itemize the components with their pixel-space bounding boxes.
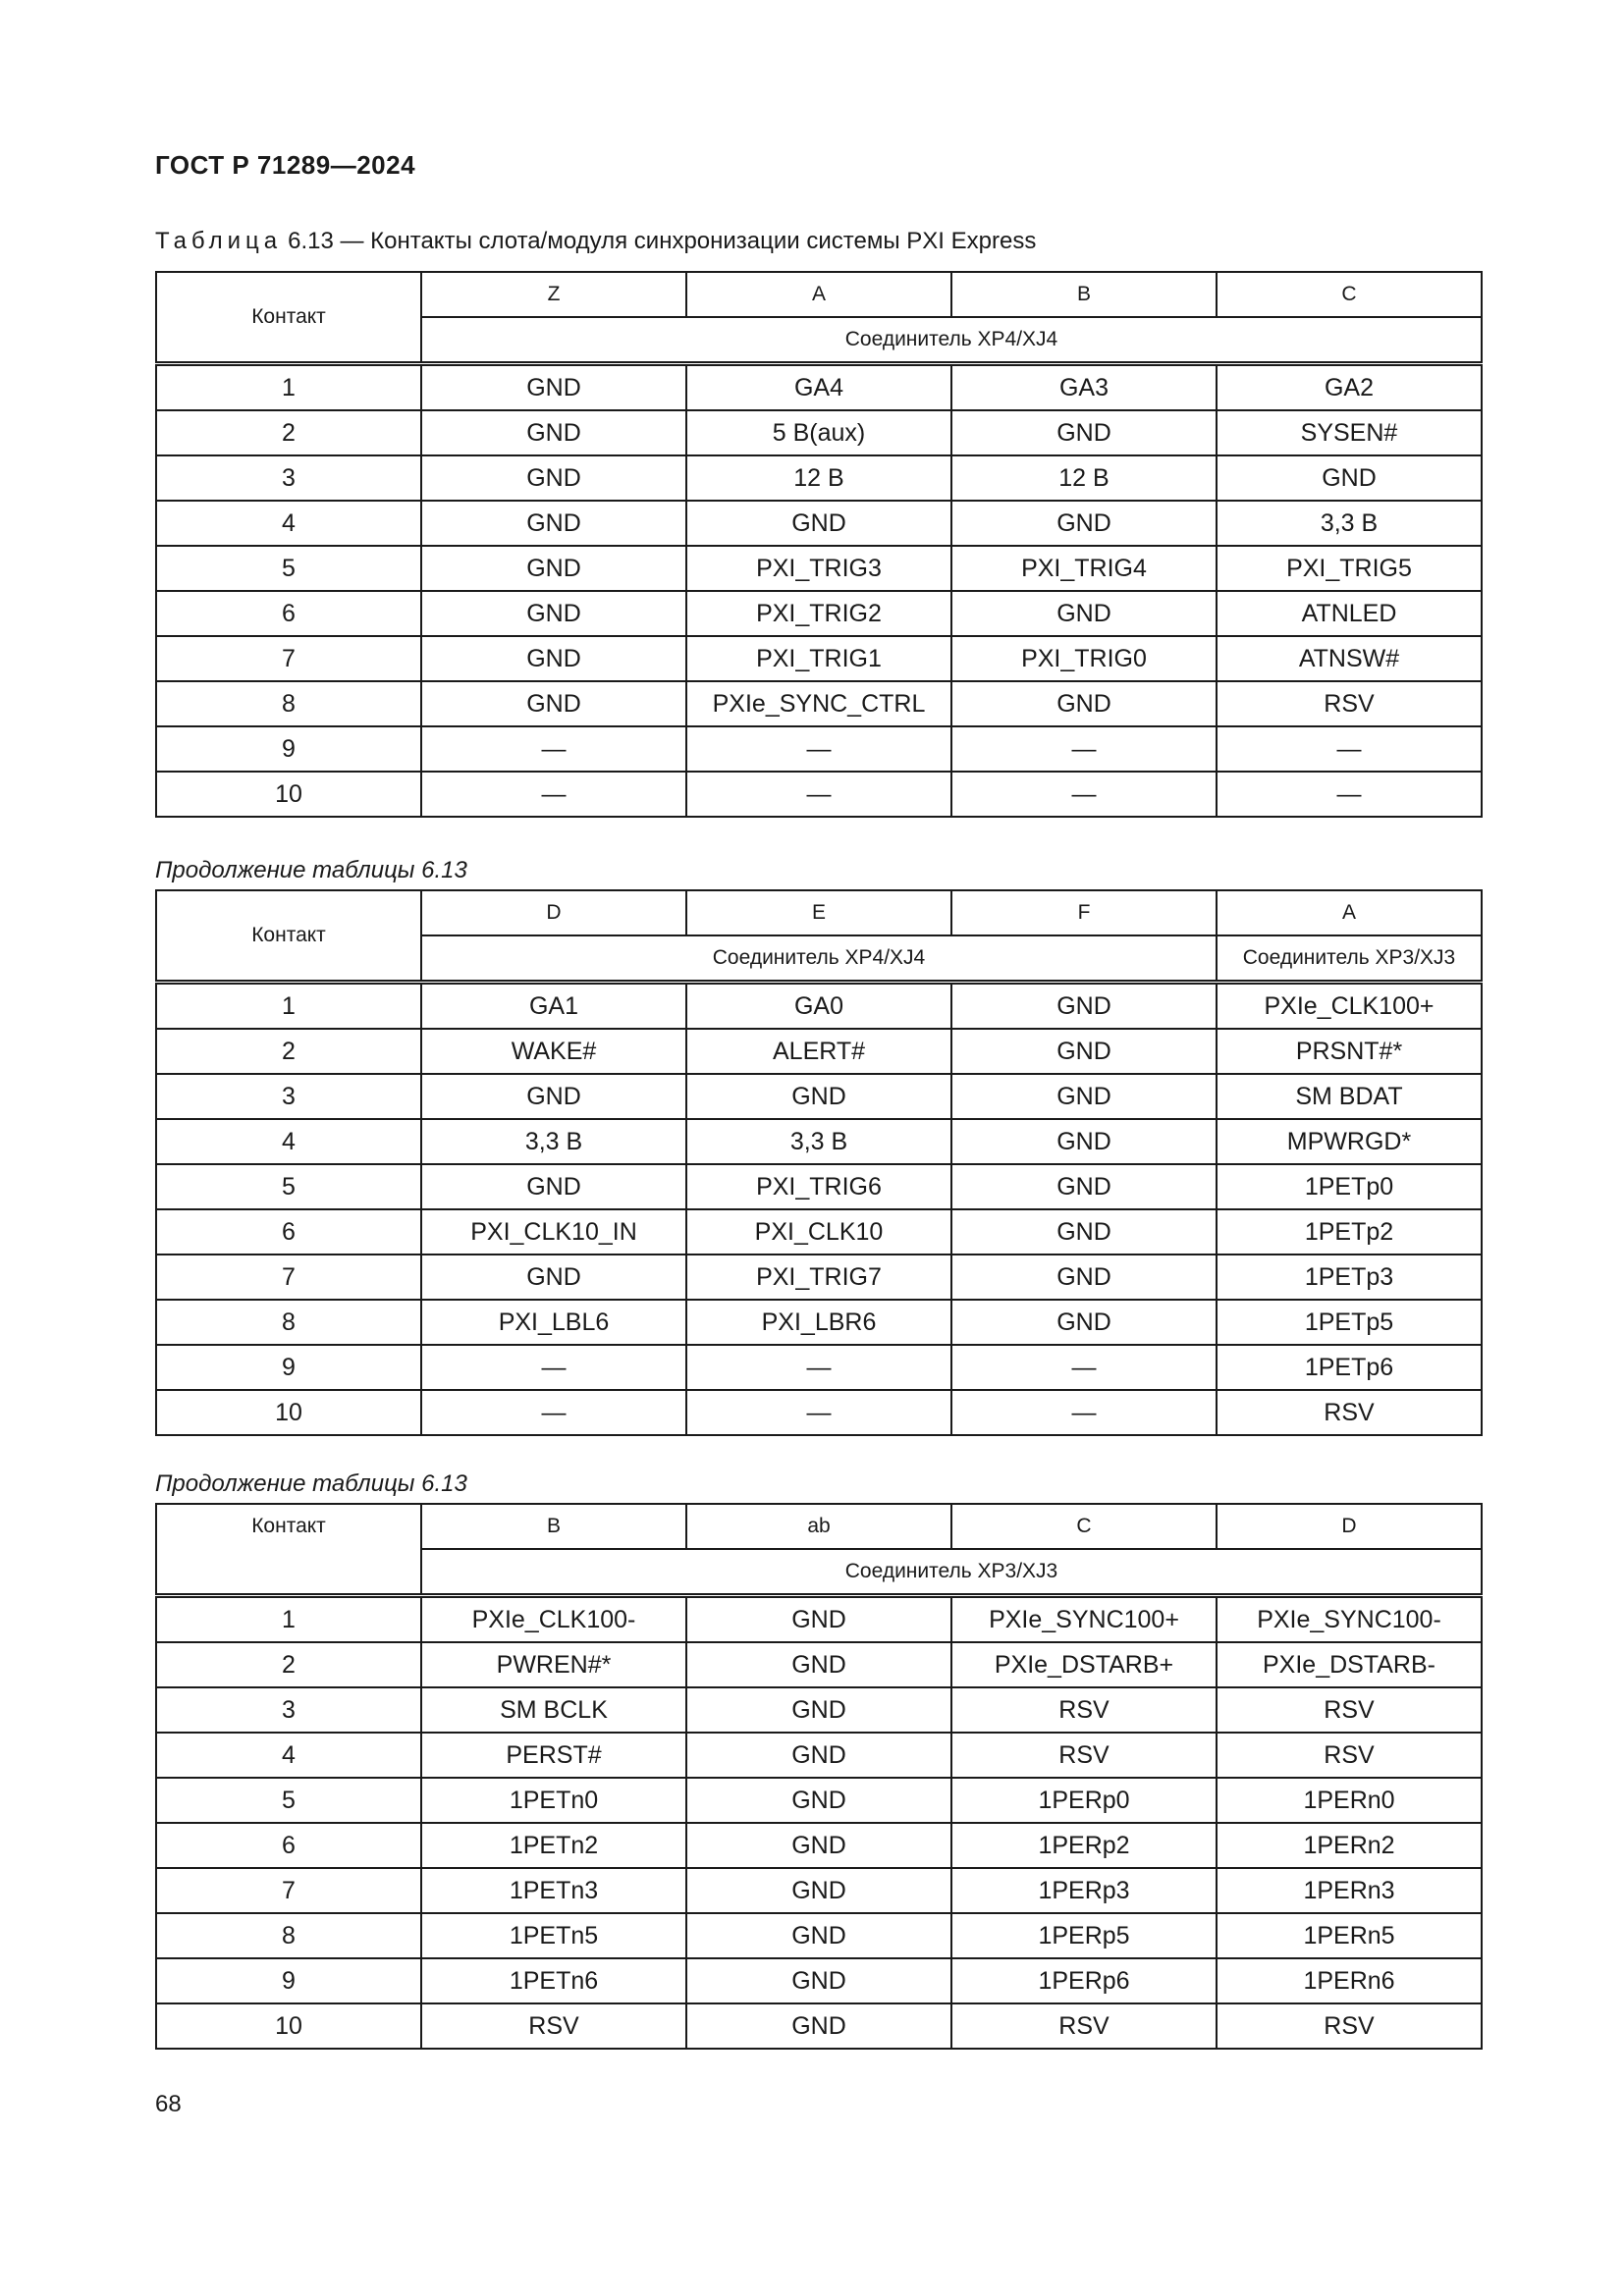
table-row (156, 1642, 1482, 1687)
signal-cell: PXI_TRIG2 (686, 591, 951, 636)
signal-cell: 1PERp2 (951, 1823, 1217, 1868)
continuation-caption-1: Продолжение таблицы 6.13 (155, 857, 467, 883)
header-row-columns (156, 272, 1482, 317)
signal-cell: RSV (951, 2003, 1217, 2049)
signal-cell: 1PERp6 (951, 1958, 1217, 2003)
signal-cell: RSV (1217, 1733, 1482, 1778)
table-row (156, 1255, 1482, 1300)
table-row (156, 591, 1482, 636)
contact-number-cell: 5 (156, 1778, 421, 1823)
table-row (156, 410, 1482, 455)
signal-cell: GND (951, 1209, 1217, 1255)
table-row (156, 1209, 1482, 1255)
contact-number-cell: 6 (156, 591, 421, 636)
signal-cell: GND (686, 1596, 951, 1643)
signal-cell: GND (421, 1164, 686, 1209)
signal-cell: PRSNT#* (1217, 1029, 1482, 1074)
signal-cell: ALERT# (686, 1029, 951, 1074)
contact-column-header: Контакт (156, 890, 421, 983)
signal-cell: — (1217, 726, 1482, 772)
signal-cell: — (951, 772, 1217, 817)
signal-cell: GND (421, 546, 686, 591)
signal-cell: PXI_TRIG0 (951, 636, 1217, 681)
signal-cell: WAKE# (421, 1029, 686, 1074)
column-header-1: B (421, 1504, 686, 1549)
contact-number-cell: 6 (156, 1823, 421, 1868)
signal-cell: 3,3 В (1217, 501, 1482, 546)
table-row (156, 636, 1482, 681)
signal-cell: GND (421, 455, 686, 501)
signal-cell: ATNLED (1217, 591, 1482, 636)
document-header: ГОСТ Р 71289—2024 (155, 150, 416, 180)
contact-number-cell: 3 (156, 1687, 421, 1733)
signal-cell: GA2 (1217, 364, 1482, 411)
signal-cell: GND (686, 1958, 951, 2003)
contact-number-cell: 9 (156, 1958, 421, 2003)
signal-cell: 3,3 В (421, 1119, 686, 1164)
table-row (156, 1390, 1482, 1435)
column-header-4: D (1217, 1504, 1482, 1549)
signal-cell: GND (951, 681, 1217, 726)
signal-cell: PXI_LBR6 (686, 1300, 951, 1345)
signal-cell: PXIe_CLK100- (421, 1596, 686, 1643)
signal-cell: 1PERn2 (1217, 1823, 1482, 1868)
signal-cell: PXI_TRIG3 (686, 546, 951, 591)
contact-number-cell: 8 (156, 1300, 421, 1345)
contact-number-cell: 8 (156, 1913, 421, 1958)
signal-cell: GND (951, 591, 1217, 636)
pin-table-3 (155, 1503, 1483, 2050)
signal-cell: GND (1217, 455, 1482, 501)
signal-cell: — (951, 1345, 1217, 1390)
table-row (156, 2003, 1482, 2049)
column-header-3: F (951, 890, 1217, 935)
table-row (156, 1823, 1482, 1868)
page-number: 68 (155, 2091, 182, 2117)
signal-cell: 1PETn2 (421, 1823, 686, 1868)
contact-number-cell: 10 (156, 1390, 421, 1435)
table-row (156, 364, 1482, 411)
signal-cell: RSV (1217, 1390, 1482, 1435)
connector-header: Соединитель XP4/XJ4 (421, 317, 1482, 364)
table-row (156, 1074, 1482, 1119)
signal-cell: GND (421, 1255, 686, 1300)
signal-cell: ATNSW# (1217, 636, 1482, 681)
signal-cell: GND (421, 636, 686, 681)
signal-cell: GA3 (951, 364, 1217, 411)
column-header-3: B (951, 272, 1217, 317)
signal-cell: 1PERn5 (1217, 1913, 1482, 1958)
pin-table-1 (155, 271, 1483, 818)
signal-cell: PXI_TRIG7 (686, 1255, 951, 1300)
contact-number-cell: 9 (156, 726, 421, 772)
table-caption-text: 6.13 — Контакты слота/модуля синхронизации системы PXI Express (288, 228, 1037, 254)
column-header-1: D (421, 890, 686, 935)
signal-cell: PXI_TRIG6 (686, 1164, 951, 1209)
signal-cell: 1PERn0 (1217, 1778, 1482, 1823)
signal-cell: GND (951, 1255, 1217, 1300)
table-row (156, 1778, 1482, 1823)
contact-number-cell: 10 (156, 2003, 421, 2049)
signal-cell: — (421, 772, 686, 817)
signal-cell: GND (951, 1300, 1217, 1345)
contact-number-cell: 8 (156, 681, 421, 726)
signal-cell: GND (951, 1164, 1217, 1209)
signal-cell: 1PETp3 (1217, 1255, 1482, 1300)
contact-number-cell: 3 (156, 1074, 421, 1119)
continuation-caption-2: Продолжение таблицы 6.13 (155, 1470, 467, 1497)
table-row (156, 455, 1482, 501)
column-header-4: A (1217, 890, 1482, 935)
signal-cell: GND (421, 364, 686, 411)
signal-cell: — (951, 1390, 1217, 1435)
signal-cell: — (686, 1345, 951, 1390)
table-row (156, 1300, 1482, 1345)
signal-cell: RSV (951, 1687, 1217, 1733)
signal-cell: — (421, 1345, 686, 1390)
signal-cell: PXIe_CLK100+ (1217, 983, 1482, 1030)
signal-cell: PXI_TRIG1 (686, 636, 951, 681)
signal-cell: GND (686, 1074, 951, 1119)
signal-cell: 1PETp0 (1217, 1164, 1482, 1209)
signal-cell: 1PERn6 (1217, 1958, 1482, 2003)
contact-number-cell: 4 (156, 1733, 421, 1778)
signal-cell: PXIe_DSTARB+ (951, 1642, 1217, 1687)
contact-number-cell: 6 (156, 1209, 421, 1255)
contact-number-cell: 5 (156, 1164, 421, 1209)
contact-number-cell: 7 (156, 1255, 421, 1300)
signal-cell: 1PERp5 (951, 1913, 1217, 1958)
signal-cell: GND (686, 1687, 951, 1733)
signal-cell: 1PETp2 (1217, 1209, 1482, 1255)
table-caption (155, 228, 1036, 255)
signal-cell: — (686, 726, 951, 772)
signal-cell: 12 В (686, 455, 951, 501)
signal-cell: GND (421, 501, 686, 546)
signal-cell: PWREN#* (421, 1642, 686, 1687)
signal-cell: GND (686, 1642, 951, 1687)
signal-cell: RSV (1217, 2003, 1482, 2049)
pin-table-2 (155, 889, 1483, 1436)
table-caption-label: Таблица (155, 228, 283, 254)
signal-cell: PXI_CLK10_IN (421, 1209, 686, 1255)
table-row (156, 1596, 1482, 1643)
column-header-2: E (686, 890, 951, 935)
signal-cell: 1PETn0 (421, 1778, 686, 1823)
contact-number-cell: 3 (156, 455, 421, 501)
table-row (156, 772, 1482, 817)
contact-number-cell: 2 (156, 1029, 421, 1074)
contact-number-cell: 2 (156, 410, 421, 455)
signal-cell: GND (686, 1868, 951, 1913)
signal-cell: GND (686, 1778, 951, 1823)
header-row-columns (156, 1504, 1482, 1549)
signal-cell: — (421, 726, 686, 772)
signal-cell: GND (421, 591, 686, 636)
signal-cell: 1PETp5 (1217, 1300, 1482, 1345)
signal-cell: 5 В(aux) (686, 410, 951, 455)
contact-number-cell: 5 (156, 546, 421, 591)
table-row (156, 501, 1482, 546)
table-row (156, 1913, 1482, 1958)
signal-cell: GND (686, 1733, 951, 1778)
contact-number-cell: 7 (156, 636, 421, 681)
table-row (156, 1868, 1482, 1913)
table-row (156, 1345, 1482, 1390)
table-row (156, 681, 1482, 726)
signal-cell: PXIe_SYNC_CTRL (686, 681, 951, 726)
contact-number-cell: 1 (156, 364, 421, 411)
table-row (156, 1029, 1482, 1074)
signal-cell: GND (421, 681, 686, 726)
column-header-2: A (686, 272, 951, 317)
signal-cell: GND (951, 1074, 1217, 1119)
signal-cell: RSV (1217, 1687, 1482, 1733)
column-header-1: Z (421, 272, 686, 317)
table-row (156, 1164, 1482, 1209)
signal-cell: PXIe_SYNC100- (1217, 1596, 1482, 1643)
signal-cell: — (951, 726, 1217, 772)
header-row-columns (156, 890, 1482, 935)
signal-cell: RSV (1217, 681, 1482, 726)
connector-header: Соединитель XP3/XJ3 (421, 1549, 1482, 1596)
signal-cell: GA4 (686, 364, 951, 411)
table-row (156, 983, 1482, 1030)
signal-cell: — (421, 1390, 686, 1435)
signal-cell: GND (951, 1029, 1217, 1074)
signal-cell: 1PETp6 (1217, 1345, 1482, 1390)
table-row (156, 1687, 1482, 1733)
signal-cell: RSV (421, 2003, 686, 2049)
signal-cell: GND (686, 501, 951, 546)
contact-number-cell: 1 (156, 983, 421, 1030)
signal-cell: PXIe_DSTARB- (1217, 1642, 1482, 1687)
contact-column-header: Контакт (156, 1504, 421, 1596)
contact-number-cell: 1 (156, 1596, 421, 1643)
signal-cell: SM BDAT (1217, 1074, 1482, 1119)
signal-cell: PXI_LBL6 (421, 1300, 686, 1345)
contact-number-cell: 4 (156, 1119, 421, 1164)
signal-cell: GA1 (421, 983, 686, 1030)
signal-cell: 12 В (951, 455, 1217, 501)
signal-cell: PXI_TRIG5 (1217, 546, 1482, 591)
table-row (156, 1733, 1482, 1778)
connector-header: Соединитель XP4/XJ4 (421, 935, 1217, 983)
table-row (156, 546, 1482, 591)
signal-cell: 1PERp0 (951, 1778, 1217, 1823)
signal-cell: 1PERp3 (951, 1868, 1217, 1913)
signal-cell: 1PETn5 (421, 1913, 686, 1958)
signal-cell: PXIe_SYNC100+ (951, 1596, 1217, 1643)
signal-cell: 1PETn6 (421, 1958, 686, 2003)
table-row (156, 726, 1482, 772)
contact-number-cell: 10 (156, 772, 421, 817)
signal-cell: 1PERn3 (1217, 1868, 1482, 1913)
signal-cell: PERST# (421, 1733, 686, 1778)
signal-cell: RSV (951, 1733, 1217, 1778)
connector-header: Соединитель XP3/XJ3 (1217, 935, 1482, 983)
column-header-2: ab (686, 1504, 951, 1549)
signal-cell: 3,3 В (686, 1119, 951, 1164)
table-row (156, 1119, 1482, 1164)
signal-cell: GND (951, 983, 1217, 1030)
signal-cell: — (686, 1390, 951, 1435)
signal-cell: GND (951, 410, 1217, 455)
contact-number-cell: 2 (156, 1642, 421, 1687)
signal-cell: GND (951, 1119, 1217, 1164)
signal-cell: — (1217, 772, 1482, 817)
signal-cell: 1PETn3 (421, 1868, 686, 1913)
contact-number-cell: 7 (156, 1868, 421, 1913)
signal-cell: MPWRGD* (1217, 1119, 1482, 1164)
signal-cell: — (686, 772, 951, 817)
signal-cell: GA0 (686, 983, 951, 1030)
signal-cell: GND (686, 2003, 951, 2049)
table-row (156, 1958, 1482, 2003)
contact-column-header: Контакт (156, 272, 421, 364)
column-header-4: C (1217, 272, 1482, 317)
signal-cell: GND (421, 410, 686, 455)
column-header-3: C (951, 1504, 1217, 1549)
signal-cell: GND (686, 1823, 951, 1868)
signal-cell: GND (686, 1913, 951, 1958)
signal-cell: GND (421, 1074, 686, 1119)
contact-number-cell: 9 (156, 1345, 421, 1390)
signal-cell: PXI_CLK10 (686, 1209, 951, 1255)
signal-cell: SYSEN# (1217, 410, 1482, 455)
signal-cell: PXI_TRIG4 (951, 546, 1217, 591)
signal-cell: GND (951, 501, 1217, 546)
signal-cell: SM BCLK (421, 1687, 686, 1733)
contact-number-cell: 4 (156, 501, 421, 546)
